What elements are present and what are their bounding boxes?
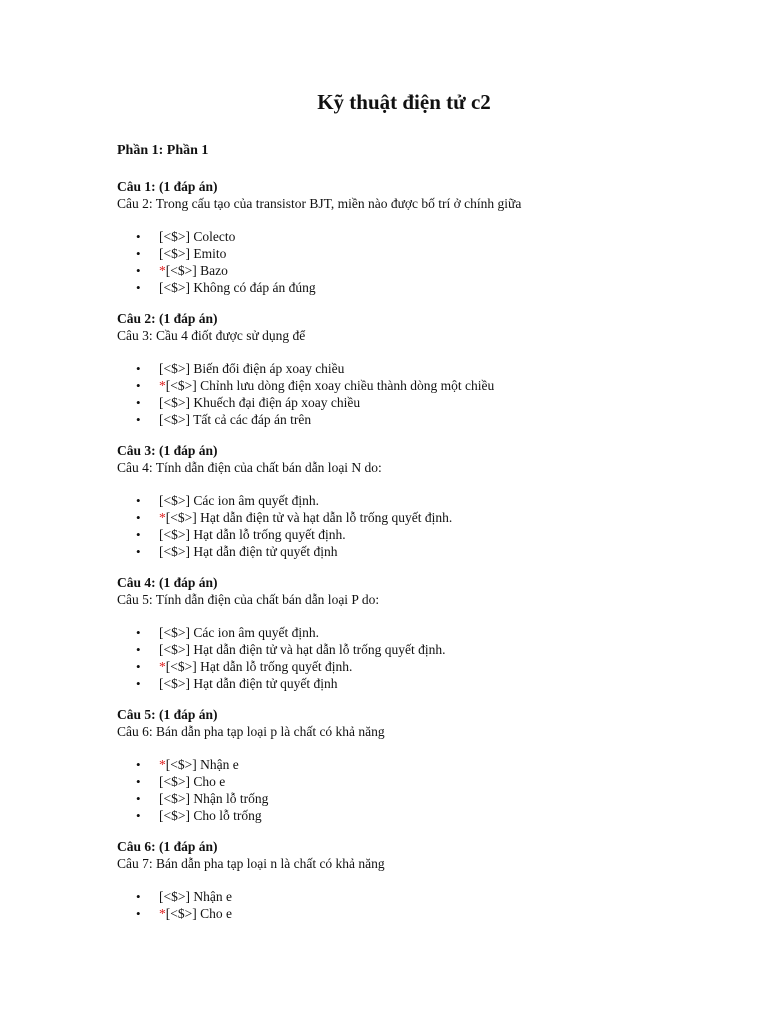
disc-bullet-icon: • <box>136 808 141 823</box>
answer-option <box>117 773 677 790</box>
answer-option-text: [<$>] Tất cả các đáp án trên <box>159 412 312 427</box>
answer-option <box>117 807 677 824</box>
disc-bullet-icon: • <box>136 510 141 525</box>
question-block <box>117 574 677 692</box>
document-title: Kỹ thuật điện tử c2 <box>317 90 491 114</box>
answer-option <box>117 492 677 509</box>
question-list <box>117 178 677 922</box>
correct-answer-marker: * <box>159 263 166 278</box>
disc-bullet-icon: • <box>136 625 141 640</box>
question-block <box>117 706 677 824</box>
answer-option-text: [<$>] Hạt dẫn điện tử và hạt dẫn lỗ trống quyết định. <box>159 642 446 657</box>
answer-option-text: [<$>] Cho e <box>165 906 232 921</box>
answer-options <box>117 228 677 296</box>
section-title: Phần 1: Phần 1 <box>117 143 209 158</box>
answer-option <box>117 658 677 675</box>
answer-option <box>117 279 677 296</box>
answer-options <box>117 888 677 922</box>
answer-options <box>117 492 677 560</box>
disc-bullet-icon: • <box>136 361 141 376</box>
correct-answer-marker: * <box>159 659 166 674</box>
question-text: Câu 6: Bán dẫn pha tạp loại p là chất có khả năng <box>117 724 385 739</box>
document-page <box>117 84 677 936</box>
question-block <box>117 310 677 428</box>
disc-bullet-icon: • <box>136 527 141 542</box>
question-text: Câu 7: Bán dẫn pha tạp loại n là chất có khả năng <box>117 856 385 871</box>
disc-bullet-icon: • <box>136 263 141 278</box>
disc-bullet-icon: • <box>136 280 141 295</box>
answer-option-text: [<$>] Hạt dẫn điện tử quyết định <box>159 544 338 559</box>
answer-option <box>117 675 677 692</box>
correct-answer-marker: * <box>159 378 166 393</box>
question-heading: Câu 3: (1 đáp án) <box>117 443 218 458</box>
disc-bullet-icon: • <box>136 906 141 921</box>
answer-option-text: [<$>] Colecto <box>159 229 236 244</box>
disc-bullet-icon: • <box>136 246 141 261</box>
question-text: Câu 5: Tính dẫn điện của chất bán dẫn loại P do: <box>117 592 380 607</box>
answer-option-text: [<$>] Các ion âm quyết định. <box>159 625 319 640</box>
disc-bullet-icon: • <box>136 757 141 772</box>
disc-bullet-icon: • <box>136 889 141 904</box>
answer-option-text: [<$>] Khuếch đại điện áp xoay chiều <box>159 395 361 410</box>
disc-bullet-icon: • <box>136 659 141 674</box>
answer-option <box>117 228 677 245</box>
answer-option <box>117 624 677 641</box>
answer-option-text: [<$>] Nhận e <box>165 757 239 772</box>
answer-option-text: [<$>] Các ion âm quyết định. <box>159 493 319 508</box>
answer-option-text: [<$>] Không có đáp án đúng <box>159 280 316 295</box>
disc-bullet-icon: • <box>136 791 141 806</box>
question-heading: Câu 4: (1 đáp án) <box>117 575 218 590</box>
disc-bullet-icon: • <box>136 676 141 691</box>
disc-bullet-icon: • <box>136 412 141 427</box>
question-text: Câu 2: Trong cấu tạo của transistor BJT, miền nào được bố trí ở chính giữa <box>117 196 522 211</box>
answer-option-text: [<$>] Hạt dẫn điện tử và hạt dẫn lỗ trống quyết định. <box>165 510 453 525</box>
answer-option <box>117 790 677 807</box>
answer-option-text: [<$>] Chỉnh lưu dòng điện xoay chiều thành dòng một chiều <box>165 378 495 393</box>
answer-option <box>117 888 677 905</box>
answer-option-text: [<$>] Cho e <box>159 774 226 789</box>
answer-option-text: [<$>] Biến đổi điện áp xoay chiều <box>159 361 345 376</box>
answer-option-text: [<$>] Hạt dẫn lỗ trống quyết định. <box>159 527 346 542</box>
answer-options <box>117 360 677 428</box>
answer-option <box>117 509 677 526</box>
question-block <box>117 178 677 296</box>
answer-options <box>117 624 677 692</box>
correct-answer-marker: * <box>159 906 166 921</box>
answer-options <box>117 756 677 824</box>
answer-option-text: [<$>] Nhận lỗ trống <box>159 791 269 806</box>
answer-option <box>117 245 677 262</box>
answer-option <box>117 411 677 428</box>
answer-option <box>117 360 677 377</box>
disc-bullet-icon: • <box>136 395 141 410</box>
answer-option <box>117 543 677 560</box>
answer-option <box>117 262 677 279</box>
disc-bullet-icon: • <box>136 229 141 244</box>
disc-bullet-icon: • <box>136 544 141 559</box>
answer-option-text: [<$>] Cho lỗ trống <box>159 808 262 823</box>
question-heading: Câu 5: (1 đáp án) <box>117 707 218 722</box>
answer-option-text: [<$>] Bazo <box>165 263 228 278</box>
answer-option <box>117 377 677 394</box>
question-block <box>117 838 677 922</box>
correct-answer-marker: * <box>159 510 166 525</box>
answer-option-text: [<$>] Hạt dẫn điện tử quyết định <box>159 676 338 691</box>
question-text: Câu 3: Cầu 4 điốt được sử dụng để <box>117 328 306 343</box>
correct-answer-marker: * <box>159 757 166 772</box>
question-block <box>117 442 677 560</box>
question-heading: Câu 6: (1 đáp án) <box>117 839 218 854</box>
question-heading: Câu 2: (1 đáp án) <box>117 311 218 326</box>
answer-option-text: [<$>] Hạt dẫn lỗ trống quyết định. <box>165 659 353 674</box>
answer-option-text: [<$>] Nhận e <box>159 889 232 904</box>
answer-option <box>117 641 677 658</box>
disc-bullet-icon: • <box>136 378 141 393</box>
answer-option <box>117 526 677 543</box>
disc-bullet-icon: • <box>136 774 141 789</box>
answer-option <box>117 756 677 773</box>
answer-option <box>117 394 677 411</box>
disc-bullet-icon: • <box>136 493 141 508</box>
disc-bullet-icon: • <box>136 642 141 657</box>
answer-option-text: [<$>] Emito <box>159 246 227 261</box>
question-heading: Câu 1: (1 đáp án) <box>117 179 218 194</box>
answer-option <box>117 905 677 922</box>
question-text: Câu 4: Tính dẫn điện của chất bán dẫn loại N do: <box>117 460 382 475</box>
